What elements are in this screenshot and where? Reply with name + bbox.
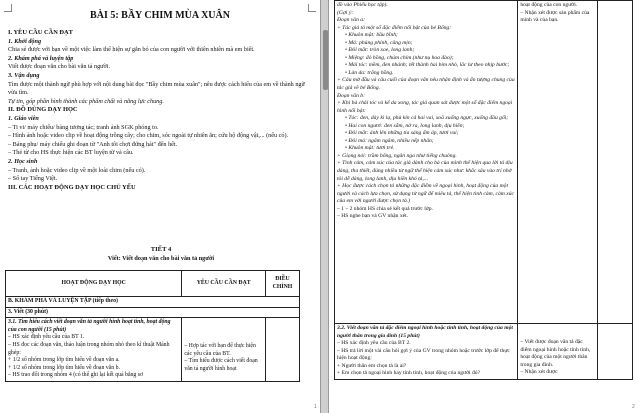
list-item: – Thẻ từ cho HS thực hiện các BT luyện từ và câu. <box>8 149 134 157</box>
section-requirements <box>8 29 314 192</box>
table-row: 3. Viết (30 phút) <box>6 307 300 318</box>
cell-line: – HS đọc các đoạn văn, thảo luận trong nhóm nhỏ theo kĩ thuật Mảnh ghép: <box>8 341 170 356</box>
cell-line: + Câu mở đầu và câu cuối của đoạn văn nêu nhận định và ấn tượng chung của tác giả về bé Bống. <box>337 77 515 92</box>
subheading: 3. Vận dụng <box>8 71 40 79</box>
page-title: BÀI 5: BẦY CHIM MÙA XUÂN <box>90 10 230 21</box>
subheading: 2. Học sinh <box>8 157 38 165</box>
cell-line: • Đôi má: ngăm ngăm, nhiều nếp nhăn; <box>345 137 434 144</box>
cell-line: + Tình cảm, cảm xúc của tác giả dành cho bà của mình thể hiện qua lời tả dịu dàng, tha thiết, đúng nhiều từ ngữ thể hiện cảm xúc như: khắc sâu vào trí nhớ tôi dễ dàng, long lanh, dịu hiền khó tả,... <box>337 160 513 182</box>
table-cell <box>335 324 518 380</box>
cell-line: + Em chọn tả ngoại hình hay tính tình, hoạt động của người đó? <box>337 370 481 377</box>
list-item: – Ti vi/ máy chiếu/ bảng tương tác; tranh ảnh SGK phóng to. <box>8 123 159 131</box>
paragraph: Tìm được một thành ngữ phù hợp với nội dung bài đọc "Bầy chim mùa xuân"; nêu được cách hiểu của em về thành ngữ vừa tìm. <box>8 80 305 97</box>
table-row: B. KHÁM PHÁ VÀ LUYỆN TẬP (tiếp theo) <box>6 297 300 308</box>
cell-line: Đoạn văn b: <box>337 92 365 99</box>
cell-line: – HS trả lời một vài câu hỏi gợi ý của GV trong nhóm hoặc trước lớp để thực hiện hoạt động: <box>337 347 510 362</box>
cell-line: – Nhận xét được sản phẩm của mình và của bạn. <box>520 9 590 24</box>
cell-line: – HS xác định yêu cầu của BT 2. <box>337 340 411 347</box>
cell-line: • Hai con ngươi: đen sẫm, nở ra, long lanh, dịu hiền; <box>345 122 465 129</box>
subheading: 2. Khám phá và luyện tập <box>8 54 74 62</box>
table-cell <box>182 318 266 382</box>
table-cell <box>335 1 518 324</box>
column-header: HOẠT ĐỘNG DẠY HỌC <box>6 271 182 297</box>
column-header: ĐIỀU CHỈNH <box>266 271 300 297</box>
lesson-table <box>5 270 300 382</box>
list-item: – Bảng phụ/ máy chiếu ghi đoạn từ "Anh tôi chợt đứng hát" đến hết. <box>8 140 178 148</box>
activity-heading: 3.1. Tìm hiểu cách viết đoạn văn tả người hình hoạt tính, hoạt động của con người (15 phút) <box>8 319 171 333</box>
cell-line: + 1/2 số nhóm trong lớp tìm hiểu về đoạn văn a. <box>8 357 120 364</box>
cell-line: + Giọng nói: trầm bổng, ngân nga như tiếng chuông. <box>337 152 457 159</box>
cell-line: • Miệng: đỏ hồng, chúm chím (như nụ hoa đào); <box>345 54 454 61</box>
cell-line: • Đôi mắt: tròn xoe, long lanh; <box>345 47 415 54</box>
cell-line: – Viết được đoạn văn tả đặc điểm ngoại hình hoặc tính tình, hoạt động của một người thân trong gia đình. <box>520 339 591 368</box>
table-row <box>6 318 300 382</box>
paragraph: Chia sẻ được với bạn về một việc làm thể hiện sự gắn bó của con người với thiên nhiên mà em biết. <box>8 46 255 54</box>
cell-line: – 1 – 2 nhóm HS chia sẻ kết quả trước lớp. <box>337 205 433 212</box>
cell-line: • Khuôn mặt: tươi trẻ. <box>345 145 395 152</box>
cell-line: (Gợi ý: <box>337 9 354 16</box>
vertical-scrollbar[interactable] <box>320 0 329 413</box>
activity-heading: 3.2. Viết đoạn văn tả đặc điểm ngoại hình hoặc tính tình, hoạt động của một người thân trong gia đình (15 phút) <box>337 325 513 339</box>
cell-line: + Tác giả tả một số đặc điểm nổi bật của bé Bống: <box>337 24 452 31</box>
cell-line: Đoạn văn a: <box>337 17 365 24</box>
document-page-2 <box>329 0 640 413</box>
page-number: 1 <box>314 404 317 410</box>
table-cell <box>6 318 182 382</box>
table-cell <box>518 324 598 380</box>
paragraph: Viết được đoạn văn cho bài văn tả người. <box>8 63 111 71</box>
cell-line: + Người thân em chọn tả là ai? <box>337 362 407 369</box>
cell-line: – HS xác định yêu cầu của BT 1. <box>8 334 85 341</box>
lesson-title: TIẾT 4 <box>150 246 172 253</box>
cell-line: + Học được cách chọn tả những đặc điểm về ngoại hình, hoạt động của một người và cách lựa chọn, sử dụng từ ngữ để miêu tả, thể hiện tình cảm, cảm xúc của em với người được chọn tả.) <box>337 183 515 205</box>
lesson-subtitle: Viết: Viết đoạn văn cho bài văn tả người <box>107 255 215 262</box>
cell-line: • Khuôn mặt: bầu bĩnh; <box>345 32 398 39</box>
table-cell <box>266 318 300 382</box>
cell-line: – Nhận xét được <box>520 369 558 376</box>
cell-line: – Tìm hiểu được cách viết đoạn văn tả người hình hoạt <box>184 358 258 372</box>
cell-line: • Má: phúng phính, căng mịn; <box>345 39 413 46</box>
section-heading: I. YÊU CẦU CẦN ĐẠT <box>8 29 73 36</box>
section-heading: II. ĐỒ DÙNG DẠY HỌC <box>8 106 78 114</box>
cell-line: • Đôi mắt: ánh lên những tia sáng ấm áp, tươi vui; <box>345 130 459 137</box>
cell-line: + 1/2 số nhóm trong lớp tìm hiểu về đoạn văn b. <box>8 364 120 371</box>
scrollbar-thumb[interactable] <box>323 30 328 90</box>
section-heading: III. CÁC HOẠT ĐỘNG DẠY HỌC CHỦ YẾU <box>8 183 136 191</box>
table-cell <box>518 1 598 324</box>
page-number: 2 <box>632 404 635 410</box>
lesson-table-continued <box>334 0 633 380</box>
cell-line: đồ vào Phiếu học tập). <box>337 2 388 8</box>
table-cell <box>598 1 633 324</box>
subheading: 1. Giáo viên <box>8 114 39 122</box>
cell-line: • Làn da: trắng hồng. <box>345 69 394 76</box>
cell-line: – Hợp tác với bạn để thực hiện các yêu cầu của BT. <box>184 343 256 357</box>
list-item: – Tranh, ảnh hoặc video clip về một loài chim (nếu có). <box>8 166 146 174</box>
cell-line: + Khi bà chải tóc và kể da xong, tác giả quan sát được một số đặc điểm ngoại hình nổi bật: <box>337 100 513 114</box>
table-cell <box>598 324 633 380</box>
column-header: YÊU CẦU CẦN ĐẠT <box>182 271 266 297</box>
list-item: – Hình ảnh hoặc video clip về hoạt động trồng cây; cho chim, sóc ngoài tự nhiên ăn; cứu hộ động vật,... (nếu có). <box>8 132 289 140</box>
list-item: – Sổ tay Tiếng Việt. <box>8 175 58 183</box>
subheading: 1. Khởi động <box>8 37 42 45</box>
table-row <box>335 1 633 324</box>
table-row <box>335 324 633 380</box>
cell-line: • Mái tóc: mềm, đen nhánh; tết thành hai bím nhỏ, lắc lư theo nhịp bước; <box>345 62 510 69</box>
cell-line: – HS trao đổi trong nhóm 4 (có thể ghi lại kết quả bằng sơ <box>8 372 144 379</box>
cell-line: • Tóc: đen, dày kì lạ, phủ kín cả hai vai, xoã xuống ngực, xuống đầu gối; <box>345 115 509 122</box>
paragraph: Tự tin, góp phần hình thành các phẩm chất và năng lực chung. <box>8 97 164 105</box>
cell-line: – HS nghe bạn và GV nhận xét. <box>337 213 409 220</box>
cell-line: hoạt động của con người. <box>520 2 578 8</box>
